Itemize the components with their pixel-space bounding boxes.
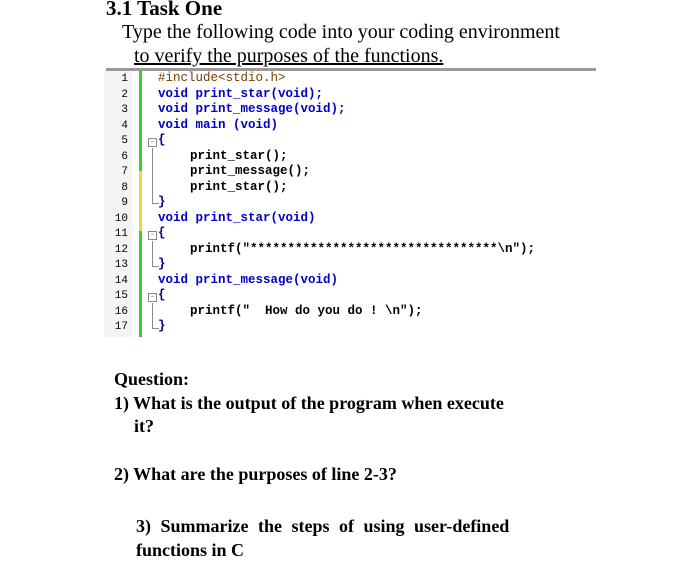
line-number: 6 xyxy=(121,151,128,163)
line-number: 17 xyxy=(114,321,128,333)
line-number: 3 xyxy=(121,104,128,116)
section-heading: 3.1 Task One xyxy=(106,0,223,20)
question-3-cont: functions in C xyxy=(136,540,245,560)
code-line: void print_message(void) xyxy=(158,273,339,287)
intro-text xyxy=(122,20,602,68)
line-number: 11 xyxy=(114,228,128,240)
line-number: 7 xyxy=(121,166,128,178)
intro-line-1: Type the following code into your coding environment xyxy=(122,21,560,43)
code-line: } xyxy=(158,319,166,333)
fold-collapse-icon[interactable] xyxy=(148,231,157,240)
line-number: 5 xyxy=(121,135,128,147)
question-1: 1) What is the output of the program when execute xyxy=(114,393,504,413)
fold-guide-line xyxy=(152,303,153,325)
code-line: print_star(); xyxy=(190,149,288,163)
question-title: Question: xyxy=(114,369,190,389)
code-line: void print_message(void); xyxy=(158,102,346,116)
question-1-cont: it? xyxy=(134,416,154,436)
intro-line-2: to verify the purposes of the functions. xyxy=(134,45,444,67)
code-line: void main (void) xyxy=(158,118,279,132)
code-line: print_star(); xyxy=(190,180,288,194)
line-number: 4 xyxy=(121,120,128,132)
fold-guide-line xyxy=(152,148,153,200)
line-number: 15 xyxy=(114,290,128,302)
line-number: 8 xyxy=(121,182,128,194)
code-line: printf(" How do you do ! \n"); xyxy=(190,304,423,318)
code-line: { xyxy=(158,226,166,240)
line-number: 12 xyxy=(114,244,128,256)
line-number: 9 xyxy=(121,197,128,209)
line-number: 13 xyxy=(114,259,128,271)
line-number: 10 xyxy=(114,213,128,225)
code-line: { xyxy=(158,288,166,302)
question-2: 2) What are the purposes of line 2-3? xyxy=(114,464,397,484)
line-number: 1 xyxy=(121,73,128,85)
fold-guide-line xyxy=(152,241,153,263)
code-line: void print_star(void) xyxy=(158,211,316,225)
code-line: void print_star(void); xyxy=(158,87,324,101)
fold-collapse-icon[interactable] xyxy=(148,138,157,147)
code-line: #include<stdio.h> xyxy=(158,71,286,85)
fold-collapse-icon[interactable] xyxy=(148,293,157,302)
change-bar-modified xyxy=(139,171,142,231)
code-line: { xyxy=(158,133,166,147)
code-line: } xyxy=(158,195,166,209)
code-line: } xyxy=(158,257,166,271)
line-number: 2 xyxy=(121,89,128,101)
code-line: print_message(); xyxy=(190,164,311,178)
line-number: 16 xyxy=(114,306,128,318)
code-line: printf("*********************************\n"); xyxy=(190,242,536,256)
line-number: 14 xyxy=(114,275,128,287)
code-listing xyxy=(104,71,600,339)
question-3: 3) Summarize the steps of using user-defined xyxy=(136,516,510,536)
